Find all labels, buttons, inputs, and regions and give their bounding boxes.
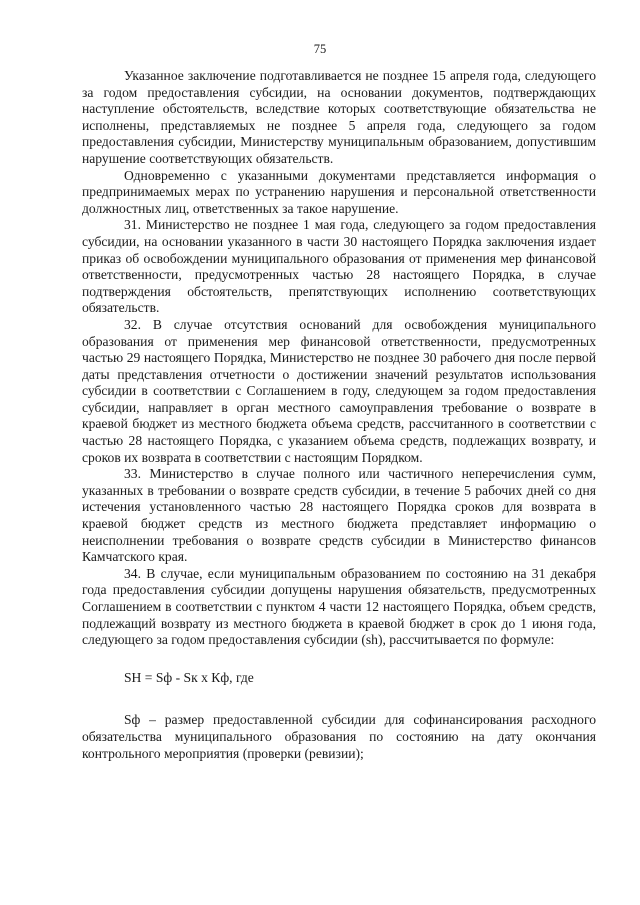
paragraph-conclusion-deadline: Указанное заключение подготавливается не позднее 15 апреля года, следующего за годом предоставления субсидии, на основании документов, подтверждающих наступление обстоятельств, вследствие которых соответствующие обязательства не исполнены, представляемых не позднее 5 апреля года, следующего за годом предоставления субсидии, Министерству муниципальным образованием, допустившим нарушение соответствующих обязательств. bbox=[82, 68, 596, 166]
document-body bbox=[82, 68, 596, 762]
formula: SН = Sф - Sк х Кф, где bbox=[124, 669, 254, 685]
page-number: 75 bbox=[313, 42, 327, 56]
paragraph-clause-32: 32. В случае отсутствия оснований для освобождения муниципального образования от применения мер финансовой ответственности, предусмотренных частью 29 настоящего Порядка, Министерство не позднее 30 рабочего дня после первой даты представления отчетности о достижении значений результатов использования субсидии в соответствии с Соглашением в году, следующем за годом предоставления субсидии, направляет в орган местного самоуправления требование о возврате в краевой бюджет из местного бюджета объема средств, рассчитанного в соответствии с частью 28 настоящего Порядка, с указанием объема средств, подлежащих возврату, и сроков их возврата в соответствии с настоящим Порядком. bbox=[82, 316, 596, 465]
paragraph-clause-34: 34. В случае, если муниципальным образованием по состоянию на 31 декабря года предоставления субсидии допущены нарушения обязательств, предусмотренных Соглашением в соответствии с пунктом 4 части 12 настоящего Порядка, объем средств, подлежащий возврату из местного бюджета в краевой бюджет в срок до 1 июня года, следующего за годом предоставления субсидии (sh), рассчитывается по формуле: bbox=[82, 565, 596, 648]
paragraph-clause-33: 33. Министерство в случае полного или частичного неперечисления сумм, указанных в требовании о возврате средств субсидии, в течение 5 рабочих дней со дня истечения установленного частью 28 настоящего Порядка сроков для возврата в краевой бюджет средств из местного бюджета представляет информацию о неисполнении требования о возврате средств субсидии в Министерство финансов Камчатского края. bbox=[82, 466, 596, 565]
paragraph-clause-31: 31. Министерство не позднее 1 мая года, следующего за годом предоставления субсидии, на основании указанного в части 30 настоящего Порядка заключения издает приказ об освобождении муниципального образования от применения мер финансовой ответственности, предусмотренных частью 28 настоящего Порядка, в случае подтверждения обстоятельств, препятствующих исполнению соответствующих обязательств. bbox=[82, 217, 596, 316]
paragraph-sf-definition: Sф – размер предоставленной субсидии для софинансирования расходного обязательства муниципального образования по состоянию на дату окончания контрольного мероприятия (проверки (ревизии); bbox=[82, 712, 596, 761]
paragraph-measures-information: Одновременно с указанными документами представляется информация о предпринимаемых мерах по устранению нарушения и персональной ответственности должностных лиц, ответственных за такое нарушение. bbox=[82, 167, 596, 216]
